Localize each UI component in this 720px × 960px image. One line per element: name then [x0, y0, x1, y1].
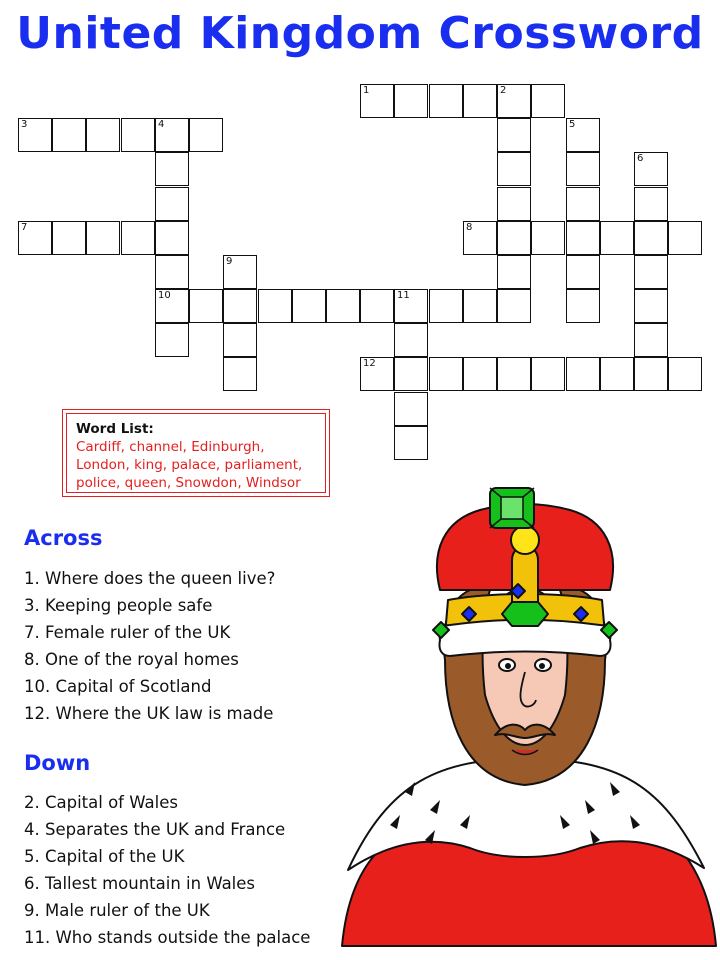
grid-cell[interactable]	[155, 187, 189, 221]
grid-cell[interactable]	[566, 152, 600, 186]
word-list-line: Cardiff, channel, Edinburgh,	[76, 439, 265, 455]
grid-cell[interactable]	[52, 221, 86, 255]
grid-clue-number: 2	[500, 85, 507, 96]
grid-cell[interactable]	[121, 221, 155, 255]
grid-cell[interactable]	[52, 118, 86, 152]
across-clues	[24, 565, 275, 727]
grid-clue-number: 12	[363, 358, 376, 369]
clue-down-4: 4. Separates the UK and France	[24, 820, 286, 839]
grid-cell[interactable]	[223, 255, 257, 289]
grid-cell[interactable]	[155, 255, 189, 289]
grid-cell[interactable]	[497, 152, 531, 186]
clue-across-3: 3. Keeping people safe	[24, 596, 213, 615]
grid-cell[interactable]	[497, 357, 531, 391]
grid-cell[interactable]	[429, 357, 463, 391]
grid-cell[interactable]	[566, 357, 600, 391]
grid-cell[interactable]	[155, 118, 189, 152]
crown-green-gem-icon	[502, 602, 548, 626]
grid-cell[interactable]	[394, 323, 428, 357]
grid-cell[interactable]	[634, 255, 668, 289]
grid-cell[interactable]	[531, 84, 565, 118]
grid-cell[interactable]	[223, 289, 257, 323]
grid-cell[interactable]	[429, 84, 463, 118]
grid-cell[interactable]	[634, 357, 668, 391]
grid-cell[interactable]	[634, 152, 668, 186]
grid-cell[interactable]	[668, 357, 702, 391]
grid-cell[interactable]	[360, 84, 394, 118]
clue-down-6: 6. Tallest mountain in Wales	[24, 874, 256, 893]
grid-cell[interactable]	[326, 289, 360, 323]
grid-clue-number: 5	[569, 119, 576, 130]
grid-cell[interactable]	[497, 187, 531, 221]
clue-down-9: 9. Male ruler of the UK	[24, 901, 210, 920]
grid-cell[interactable]	[600, 221, 634, 255]
word-list-inner-border	[66, 413, 326, 493]
grid-clue-number: 10	[158, 290, 171, 301]
grid-cell[interactable]	[634, 221, 668, 255]
word-list-line: London, king, palace, parliament,	[76, 457, 303, 473]
grid-cell[interactable]	[566, 221, 600, 255]
clue-down-5: 5. Capital of the UK	[24, 847, 185, 866]
grid-cell[interactable]	[463, 289, 497, 323]
grid-cell[interactable]	[258, 289, 292, 323]
grid-cell[interactable]	[497, 84, 531, 118]
grid-cell[interactable]	[121, 118, 155, 152]
grid-cell[interactable]	[497, 221, 531, 255]
grid-cell[interactable]	[531, 357, 565, 391]
grid-cell[interactable]	[634, 323, 668, 357]
crown-orb-icon	[511, 526, 539, 554]
grid-cell[interactable]	[531, 221, 565, 255]
grid-cell[interactable]	[566, 187, 600, 221]
clue-across-12: 12. Where the UK law is made	[24, 704, 274, 723]
clue-across-8: 8. One of the royal homes	[24, 650, 239, 669]
across-heading: Across	[24, 526, 103, 550]
grid-cell[interactable]	[497, 289, 531, 323]
grid-clue-number: 1	[363, 85, 370, 96]
grid-clue-number: 9	[226, 256, 233, 267]
grid-cell[interactable]	[189, 289, 223, 323]
crown-arch-icon	[512, 547, 538, 609]
clue-across-7: 7. Female ruler of the UK	[24, 623, 231, 642]
grid-cell[interactable]	[600, 357, 634, 391]
down-heading: Down	[24, 751, 91, 775]
grid-clue-number: 11	[397, 290, 410, 301]
grid-cell[interactable]	[394, 392, 428, 426]
grid-cell[interactable]	[394, 357, 428, 391]
clue-across-10: 10. Capital of Scotland	[24, 677, 212, 696]
grid-cell[interactable]	[155, 323, 189, 357]
grid-cell[interactable]	[566, 255, 600, 289]
clue-across-1: 1. Where does the queen live?	[24, 569, 276, 588]
grid-cell[interactable]	[566, 289, 600, 323]
page-title: United Kingdom Crossword	[16, 8, 704, 59]
clue-down-2: 2. Capital of Wales	[24, 793, 178, 812]
grid-clue-number: 7	[21, 222, 28, 233]
grid-cell[interactable]	[394, 426, 428, 460]
grid-cell[interactable]	[292, 289, 326, 323]
grid-cell[interactable]	[463, 84, 497, 118]
grid-cell[interactable]	[18, 118, 52, 152]
crossword-grid	[0, 0, 720, 470]
grid-cell[interactable]	[86, 221, 120, 255]
grid-cell[interactable]	[360, 357, 394, 391]
word-list-title: Word List:	[76, 421, 154, 437]
grid-cell[interactable]	[463, 357, 497, 391]
grid-cell[interactable]	[223, 323, 257, 357]
grid-cell[interactable]	[634, 289, 668, 323]
grid-cell[interactable]	[429, 289, 463, 323]
grid-cell[interactable]	[497, 255, 531, 289]
grid-clue-number: 8	[466, 222, 473, 233]
grid-cell[interactable]	[86, 118, 120, 152]
grid-cell[interactable]	[18, 221, 52, 255]
grid-cell[interactable]	[566, 118, 600, 152]
grid-cell[interactable]	[497, 118, 531, 152]
king-icon	[342, 488, 716, 946]
grid-cell[interactable]	[394, 84, 428, 118]
grid-clue-number: 6	[637, 153, 644, 164]
grid-cell[interactable]	[189, 118, 223, 152]
word-list-line: police, queen, Snowdon, Windsor	[76, 475, 301, 491]
king-illustration	[330, 480, 720, 960]
grid-cell[interactable]	[394, 289, 428, 323]
down-clues	[24, 789, 310, 951]
grid-cell[interactable]	[634, 187, 668, 221]
grid-cell[interactable]	[155, 289, 189, 323]
grid-cell[interactable]	[668, 221, 702, 255]
grid-cell[interactable]	[155, 152, 189, 186]
clue-down-11: 11. Who stands outside the palace	[24, 928, 311, 947]
grid-cell[interactable]	[155, 221, 189, 255]
grid-cell[interactable]	[360, 289, 394, 323]
grid-cell[interactable]	[463, 221, 497, 255]
grid-clue-number: 4	[158, 119, 165, 130]
word-list-words	[76, 438, 319, 492]
word-list-box	[62, 409, 330, 497]
grid-clue-number: 3	[21, 119, 28, 130]
grid-cell[interactable]	[223, 357, 257, 391]
